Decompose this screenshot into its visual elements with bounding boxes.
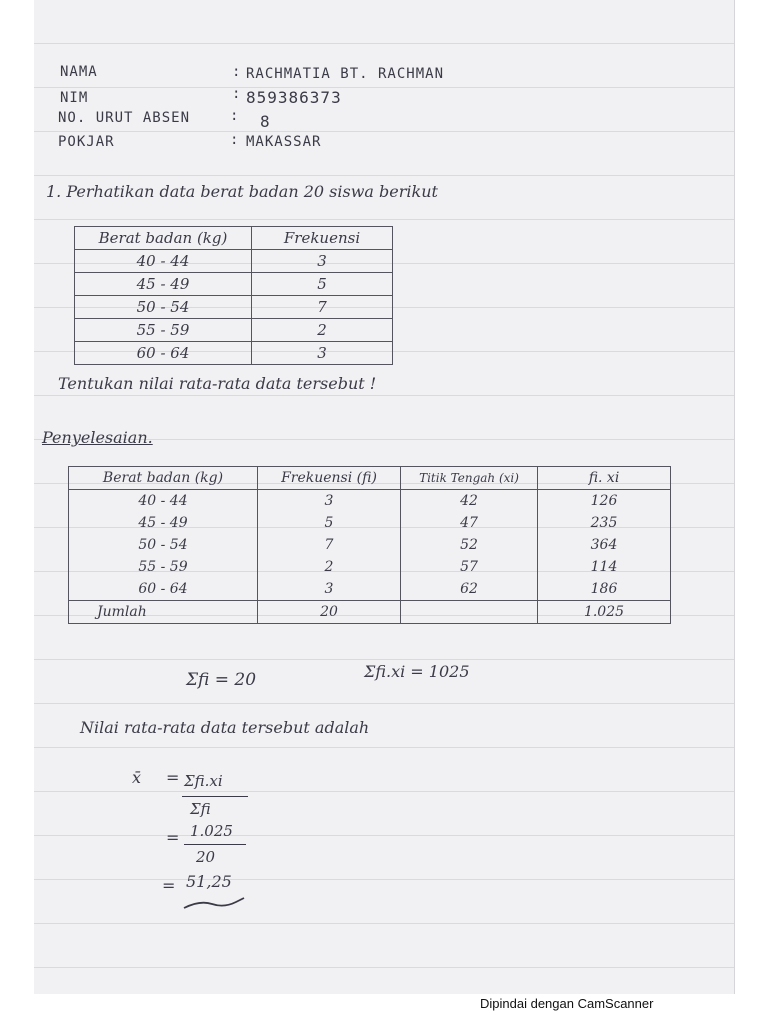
table-row (75, 296, 393, 319)
table-cell: 5 (252, 273, 393, 296)
table-cell: 62 (401, 578, 538, 601)
solution-header-frequency: Frekuensi (fi) (258, 467, 401, 490)
question-table (74, 226, 393, 365)
formula-numerator: Σfi.xi (184, 772, 223, 790)
solution-heading: Penyelesaian. (42, 428, 153, 447)
total-frequency: 20 (258, 601, 401, 624)
table-cell: 42 (401, 490, 538, 513)
name-colon: : (232, 64, 242, 80)
result-underline-squiggle (182, 894, 250, 914)
fraction-bar-1 (182, 796, 248, 797)
mean-symbol: x̄ (132, 768, 142, 787)
solution-header-midpoint: Titik Tengah (xi) (401, 467, 538, 490)
solution-header-weight: Berat badan (kg) (69, 467, 258, 490)
table-cell: 114 (538, 556, 671, 578)
total-label: Jumlah (69, 601, 258, 624)
absen-label: NO. URUT ABSEN (58, 110, 191, 126)
table-cell: 126 (538, 490, 671, 513)
table-cell: 55 - 59 (75, 319, 252, 342)
formula-denominator: Σfi (190, 800, 211, 818)
absen-colon: : (230, 108, 240, 124)
table-cell: 235 (538, 512, 671, 534)
table-cell: 186 (538, 578, 671, 601)
equals-3: = (162, 876, 176, 895)
table-row (75, 250, 393, 273)
table-row (75, 342, 393, 365)
equals-1: = (166, 768, 180, 787)
table-cell: 50 - 54 (69, 534, 258, 556)
mean-result: 51,25 (186, 872, 232, 891)
table-row (69, 534, 671, 556)
table-cell: 60 - 64 (69, 578, 258, 601)
scanner-watermark: Dipindai dengan CamScanner (480, 996, 654, 1011)
table-cell: 55 - 59 (69, 556, 258, 578)
table-row (75, 319, 393, 342)
fraction-bar-2 (184, 844, 246, 845)
table-cell: 2 (252, 319, 393, 342)
table-cell: 3 (258, 490, 401, 513)
table-total-row (69, 601, 671, 624)
nim-value: 859386373 (246, 88, 342, 107)
conclusion-text: Nilai rata-rata data tersebut adalah (80, 718, 370, 737)
table-row (69, 578, 671, 601)
pokjar-colon: : (230, 132, 240, 148)
absen-value: 8 (260, 112, 271, 131)
table-cell: 47 (401, 512, 538, 534)
nim-label: NIM (60, 90, 89, 106)
equals-2: = (166, 828, 180, 847)
table-cell: 3 (252, 250, 393, 273)
table-cell: 364 (538, 534, 671, 556)
table-cell: 3 (258, 578, 401, 601)
table-row (75, 273, 393, 296)
pokjar-value: MAKASSAR (246, 134, 322, 150)
table-cell: 45 - 49 (69, 512, 258, 534)
table-cell: 7 (258, 534, 401, 556)
table-cell: 40 - 44 (75, 250, 252, 273)
name-value: RACHMATIA BT. RACHMAN (246, 66, 445, 82)
question-header-weight: Berat badan (kg) (75, 227, 252, 250)
nim-colon: : (232, 86, 242, 102)
table-cell: 52 (401, 534, 538, 556)
table-cell: 50 - 54 (75, 296, 252, 319)
table-cell: 57 (401, 556, 538, 578)
pokjar-label: POKJAR (58, 134, 115, 150)
formula-denominator-value: 20 (196, 848, 216, 866)
table-cell: 60 - 64 (75, 342, 252, 365)
table-row (69, 512, 671, 534)
table-cell: 5 (258, 512, 401, 534)
solution-header-product: fi. xi (538, 467, 671, 490)
total-product: 1.025 (538, 601, 671, 624)
sum-product: Σfi.xi = 1025 (364, 662, 470, 681)
table-row (69, 490, 671, 513)
table-cell: 2 (258, 556, 401, 578)
table-cell: 40 - 44 (69, 490, 258, 513)
solution-table (68, 466, 671, 624)
sum-frequency: Σfi = 20 (186, 670, 257, 690)
question-instruction: Tentukan nilai rata-rata data tersebut ! (58, 374, 377, 393)
name-label: NAMA (60, 64, 98, 80)
table-row (69, 556, 671, 578)
question-header-frequency: Frekuensi (252, 227, 393, 250)
table-cell: 3 (252, 342, 393, 365)
notebook-page (34, 0, 735, 994)
total-empty-cell (401, 601, 538, 624)
question-text: 1. Perhatikan data berat badan 20 siswa berikut (46, 182, 438, 201)
table-cell: 7 (252, 296, 393, 319)
formula-numerator-value: 1.025 (190, 822, 233, 840)
table-cell: 45 - 49 (75, 273, 252, 296)
